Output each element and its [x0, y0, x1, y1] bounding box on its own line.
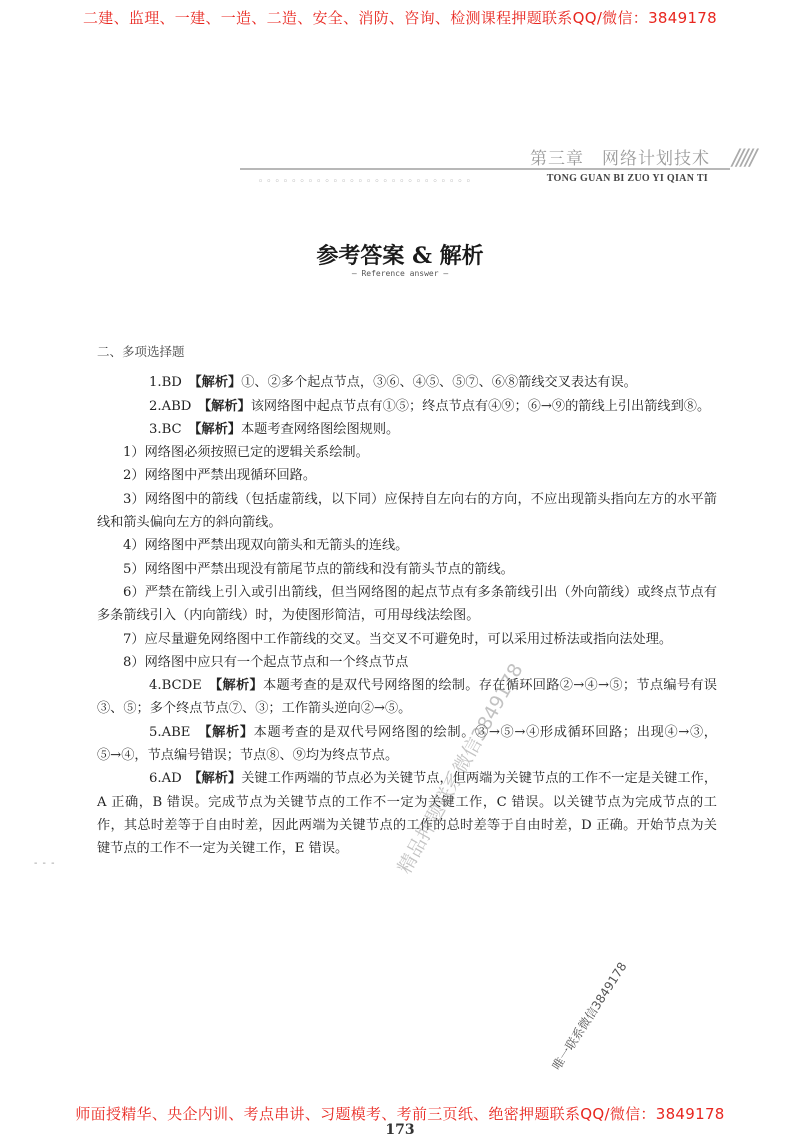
scan-mark: - - -	[34, 858, 56, 869]
analysis-tag: 【解析】	[194, 421, 241, 437]
answer-text: 本题考查的是双代号网络图的绘制。存在循环回路②→④→⑤；节点编号有误③、⑤；多个终点节点⑦、③；工作箭头逆向②→⑤。	[97, 678, 717, 717]
header-pinyin: TONG GUAN BI ZUO YI QIAN TI	[546, 173, 708, 184]
rule-item: 3）网络图中的箭线（包括虚箭线，以下同）应保持自左向右的方向，不应出现箭头指向左方的水平箭线和箭头偏向左方的斜向箭线。	[97, 491, 717, 531]
answer-text: ①、②多个起点节点，③⑥、④⑤、⑤⑦、⑥⑧箭线交叉表达有误。	[241, 375, 637, 391]
rule-item: 8）网络图中应只有一个起点节点和一个终点节点	[123, 654, 409, 670]
answer-number: 5.ABE	[149, 724, 191, 740]
rule-item: 7）应尽量避免网络图中工作箭线的交叉。当交叉不可避免时，可以采用过桥法或指向法处理。	[123, 631, 673, 647]
answer-number: 3.BC	[149, 421, 182, 437]
rule-item: 4）网络图中严禁出现双向箭头和无箭头的连线。	[123, 538, 409, 554]
page-number: 173	[385, 1122, 415, 1138]
answer-item	[97, 395, 717, 418]
answer-item	[97, 418, 717, 441]
chapter-title: 第三章 网络计划技术	[530, 149, 710, 169]
rule-item: 1）网络图必须按照已定的逻辑关系绘制。	[123, 445, 369, 461]
answer-number: 1.BD	[149, 375, 182, 391]
answer-content	[97, 340, 717, 861]
watermark: 唯一联系微信3849178	[549, 959, 630, 1073]
rule-item: 5）网络图中严禁出现没有箭尾节点的箭线和没有箭头节点的箭线。	[123, 561, 514, 577]
page-title: 参考答案 & 解析	[316, 243, 484, 269]
answer-item	[97, 674, 717, 721]
answer-item	[97, 371, 717, 394]
rule-item: 6）严禁在箭线上引入或引出箭线，但当网络图的起点节点有多条箭线引出（外向箭线）或终点节点有多条箭线引入（内向箭线）时，为使图形简洁，可用母线法绘图。	[97, 584, 717, 624]
header-rule	[240, 168, 730, 170]
rule-item: 2）网络图中严禁出现循环回路。	[123, 468, 317, 484]
slash-decoration-icon: /////	[731, 146, 754, 171]
chapter-header	[240, 140, 760, 190]
answer-text: 本题考查的是双代号网络图的绘制。③→⑤→④形成循环回路；出现④→③，⑤→④，节点编号错误；节点⑧、⑨均为终点节点。	[97, 724, 717, 764]
top-promo-banner: 二建、监理、一建、一造、二造、安全、消防、咨询、检测课程押题联系QQ/微信：3849178	[83, 9, 717, 27]
bottom-promo-banner: 师面授精华、央企内训、考点串讲、习题模考、考前三页纸、绝密押题联系QQ/微信：3849178	[75, 1105, 725, 1123]
analysis-tag: 【解析】	[194, 771, 242, 787]
page-subtitle: — Reference answer —	[351, 269, 449, 278]
answer-text: 关键工作两端的节点必为关键节点，但两端为关键节点的工作不一定是关键工作，A 正确，B 错误。完成节点为关键节点的工作不一定为关键工作，C 错误。以关键节点为完成节点的工作，其总时差等于自由时差，因此两端为关键节点的工作的总时差等于自由时差，D 正确。开始节点为关键节点的工作不一定为关键工作，E 错误。	[97, 771, 718, 857]
section-title: 二、多项选择题	[97, 344, 185, 359]
answer-item	[97, 721, 717, 768]
dotted-decoration-icon: ◦◦◦◦◦◦◦◦◦◦◦◦◦◦◦◦◦◦◦◦◦◦◦◦◦◦	[258, 177, 475, 187]
answer-text: 该网络图中起点节点有①⑤；终点节点有④⑨；⑥→⑨的箭线上引出箭线到⑧。	[250, 398, 711, 414]
answer-number: 6.AD	[149, 771, 182, 787]
analysis-tag: 【解析】	[204, 724, 254, 740]
watermark: 精品押题联系微信3849178	[393, 659, 528, 878]
analysis-tag: 【解析】	[195, 375, 242, 391]
analysis-tag: 【解析】	[215, 678, 263, 694]
analysis-tag: 【解析】	[204, 398, 251, 414]
answer-number: 4.BCDE	[149, 678, 202, 694]
answer-text: 本题考查网络图绘图规则。	[240, 421, 400, 437]
answer-number: 2.ABD	[149, 398, 192, 414]
